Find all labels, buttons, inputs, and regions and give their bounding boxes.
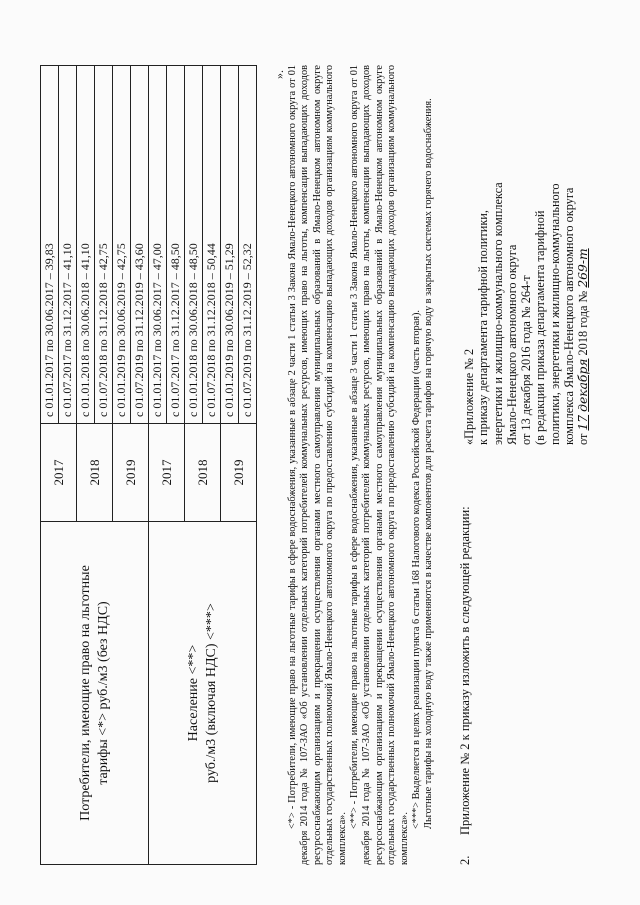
category-label: Население <**>: [185, 644, 201, 742]
period-cell: с 01.01.2017 по 30.06.2017 – 47,00: [149, 66, 167, 424]
tariff-table: [40, 65, 257, 865]
period-cell: с 01.07.2019 по 31.12.2019 – 43,60: [131, 66, 149, 424]
item-number: 2.: [458, 855, 472, 865]
date-middle: 2018 года №: [576, 290, 591, 356]
footnote-1: <*> - Потребители, имеющие право на льготные тарифы в сфере водоснабжения, указанные в абзаце 2 части 1 статьи 3 Закона Ямало-Ненецкого автономного округа от 01 декабря 2014 года № 107-ЗАО «Об установлении отдельных категорий потребителей коммунальных ресурсов, имеющих право на льготы, компенсации выпадающих доходов ресурсоснабжающим организациям и прекращении осуществления органами местного самоуправления муниципальных образований в Ямало-Ненецком автономном округе отдельных государственных полномочий Ямало-Ненецкого автономного округа по предоставлению субсидий на компенсацию выпадающих доходов организациям коммунального комплекса».: [287, 65, 348, 865]
category-unit: тарифы <*> руб./м3 (без НДС): [95, 601, 111, 785]
period-cell: с 01.01.2018 по 30.06.2018 – 48,50: [185, 66, 203, 424]
footnote-3: <***> Выделяется в целях реализации пункта 6 статьи 168 Налогового кодекса Российской Федерации (часть вторая).: [411, 310, 423, 829]
year-cell: 2017: [41, 424, 77, 522]
category-label: Потребители, имеющие право на льготные: [77, 565, 93, 821]
year-cell: 2017: [149, 424, 185, 522]
handwritten-number: 269-т: [576, 248, 591, 288]
category-cell: [149, 522, 257, 865]
item-text: Приложение № 2 к приказу изложить в следующей редакции:: [458, 506, 472, 835]
category-cell: [41, 522, 149, 865]
footnote-2: <**> - Потребители, имеющие право на льготные тарифы в сфере водоснабжения, указанные в абзаце 3 части 1 статьи 3 Закона Ямало-Ненецкого автономного округа от 01 декабря 2014 года № 107-ЗАО «Об установлении отдельных категорий потребителей коммунальных ресурсов, имеющих право на льготы, компенсации выпадающих доходов ресурсоснабжающим организациям и прекращении осуществления органами местного самоуправления муниципальных образований в Ямало-Ненецком автономном округе отдельных государственных полномочий Ямало-Ненецкого автономного округа по предоставлению субсидий на компенсацию выпадающих доходов организациям коммунального комплекса».: [349, 65, 410, 865]
period-cell: с 01.01.2017 по 30.06.2017 – 39,83: [41, 66, 59, 424]
handwritten-day: 17: [576, 414, 591, 431]
table-row: [41, 66, 59, 865]
period-cell: с 01.07.2019 по 31.12.2019 – 52,32: [239, 66, 257, 424]
year-cell: 2018: [185, 424, 221, 522]
footnotes: [287, 65, 436, 865]
year-cell: 2019: [113, 424, 149, 522]
annex-line: комплекса Ямало-Ненецкого автономного округа: [562, 187, 577, 445]
table-row: [149, 66, 167, 865]
period-cell: с 01.01.2018 по 30.06.2018 – 41,10: [77, 66, 95, 424]
period-cell: с 01.01.2019 по 30.06.2019 – 42,75: [113, 66, 131, 424]
period-cell: с 01.07.2017 по 31.12.2017 – 41,10: [59, 66, 77, 424]
annex-line: от 13 декабря 2016 года № 264-т: [519, 275, 534, 445]
handwritten-month: декабря: [576, 358, 591, 412]
date-prefix: от: [576, 433, 591, 445]
footnote-4: Льготные тарифы на холодную воду также применяются в качестве компонентов для расчета тарифов на горячую воду в закрытых системах горячего водоснабжения.: [423, 98, 435, 829]
annex-line: (в редакции приказа департамента тарифной: [533, 210, 548, 445]
period-cell: с 01.01.2019 по 30.06.2019 – 51,29: [221, 66, 239, 424]
year-cell: 2018: [77, 424, 113, 522]
annex-line: «Приложение № 2: [462, 348, 476, 445]
period-cell: с 01.07.2018 по 31.12.2018 – 42,75: [95, 66, 113, 424]
annex-line: к приказу департамента тарифной политики,: [476, 210, 491, 445]
year-cell: 2019: [221, 424, 257, 522]
rotated-landscape-content: [20, 45, 610, 885]
annex-date-line: [576, 55, 590, 445]
annex-line: политики, энергетики и жилищно-коммунального: [547, 183, 562, 445]
category-unit: руб./м3 (включая НДС) <***>: [203, 603, 219, 783]
annex-line: энергетики и жилищно-коммунального комплекса: [490, 182, 505, 445]
period-cell: с 01.07.2017 по 31.12.2017 – 48,50: [167, 66, 185, 424]
period-cell: с 01.07.2018 по 31.12.2018 – 50,44: [203, 66, 221, 424]
closing-quote-mark: ».: [272, 70, 286, 79]
annex-header: [462, 55, 591, 445]
annex-line: Ямало-Ненецкого автономного округа: [504, 244, 519, 445]
